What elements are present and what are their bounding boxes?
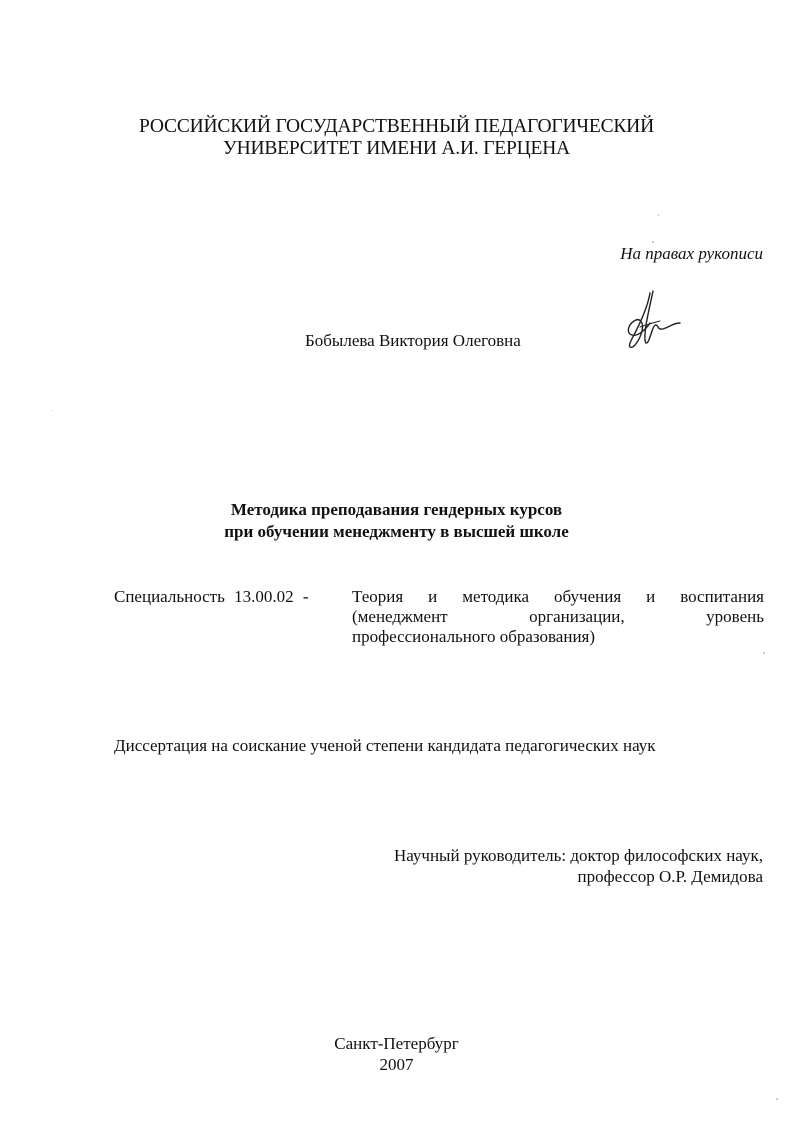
- scientific-advisor: [394, 845, 763, 887]
- scan-speck: [52, 410, 53, 411]
- university-header: [0, 116, 793, 160]
- scan-speck: [658, 214, 659, 216]
- university-name-line-2: УНИВЕРСИТЕТ ИМЕНИ А.И. ГЕРЦЕНА: [222, 138, 571, 159]
- manuscript-rights-note: На правах рукописи: [620, 244, 763, 263]
- advisor-line-2: профессор О.Р. Демидова: [577, 867, 763, 886]
- university-name-line-1: РОССИЙСКИЙ ГОСУДАРСТВЕННЫЙ ПЕДАГОГИЧЕСКИЙ: [139, 116, 654, 137]
- advisor-line-1: Научный руководитель: доктор философских наук,: [393, 846, 763, 865]
- specialty-description-line-1: Теория и методика обучения и воспитания: [352, 587, 764, 606]
- specialty-description-line-2: (менеджмент организации, уровень: [352, 607, 764, 626]
- dissertation-title-line-1: Методика преподавания гендерных курсов: [230, 500, 563, 519]
- year: 2007: [379, 1055, 414, 1074]
- thesis-statement: Диссертация на соискание ученой степени кандидата педагогических наук: [114, 736, 656, 755]
- city: Санкт-Петербург: [334, 1034, 459, 1053]
- dissertation-title-line-2: при обучении менеджменту в высшей школе: [224, 522, 569, 541]
- scan-speck: [776, 1098, 778, 1100]
- specialty-label: Специальность 13.00.02 -: [114, 587, 309, 606]
- signature-icon: [620, 287, 682, 355]
- specialty-description: [352, 587, 764, 647]
- place-and-year: [0, 1033, 793, 1075]
- scan-speck: [763, 652, 765, 654]
- author-name: Бобылева Виктория Олеговна: [305, 331, 521, 350]
- scan-speck: [652, 241, 654, 243]
- dissertation-title: [0, 499, 793, 543]
- specialty-description-line-3: профессионального образования): [352, 627, 596, 646]
